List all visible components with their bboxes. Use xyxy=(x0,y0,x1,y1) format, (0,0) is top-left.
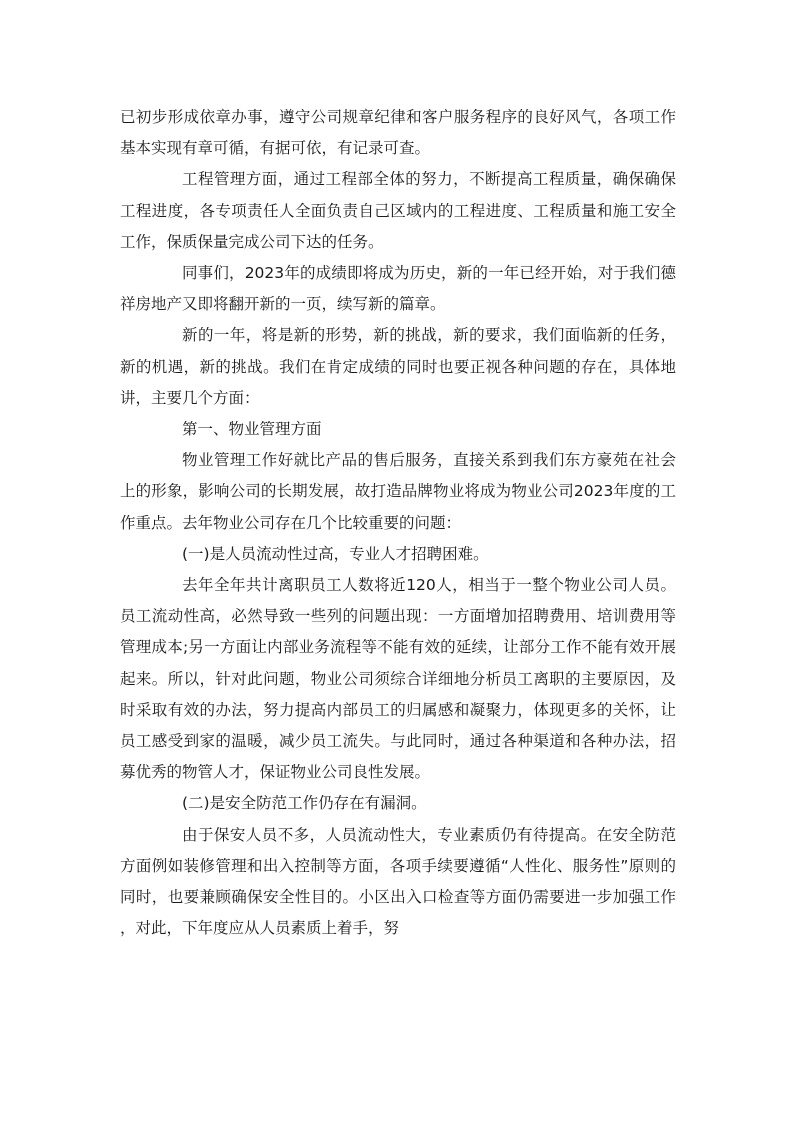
document-body xyxy=(120,102,676,944)
paragraph-security: 由于保安人员不多，人员流动性大，专业素质仍有待提高。在安全防范方面例如装修管理和出入控制等方面，各项手续要遵循“人性化、服务性”原则的同时，也要兼顾确保安全性目的。小区出入口检查等方面仍需要进一步加强工作，对此，下年度应从人员素质上着手，努 xyxy=(120,825,676,938)
paragraph-property-management-intro: 物业管理工作好就比产品的售后服务，直接关系到我们东方豪苑在社会上的形象，影响公司的长期发展，故打造品牌物业将成为物业公司2023年度的工作重点。去年物业公司存在几个比较重要的问题： xyxy=(120,451,676,532)
paragraph-new-year-challenges: 新的一年，将是新的形势，新的挑战，新的要求，我们面临新的任务，新的机遇，新的挑战。我们在肯定成绩的同时也要正视各种问题的存在，具体地讲，主要几个方面： xyxy=(120,326,676,407)
section-heading-property-management: 第一、物业管理方面 xyxy=(182,420,322,439)
issue-heading-staff-turnover: (一)是人员流动性过高，专业人才招聘困难。 xyxy=(182,544,489,563)
paragraph-engineering-management: 工程管理方面，通过工程部全体的努力，不断提高工程质量，确保确保工程进度，各专项责任人全面负责自己区域内的工程进度、工程质量和施工安全工作，保质保量完成公司下达的任务。 xyxy=(120,170,676,251)
paragraph-staff-turnover: 去年全年共计离职员工人数将近120人，相当于一整个物业公司人员。员工流动性高，必然导致一些列的问题出现：一方面增加招聘费用、培训费用等管理成本;另一方面让内部业务流程等不能有效的延续，让部分工作不能有效开展起来。所以，针对此问题，物业公司须综合详细地分析员工离职的主要原因，及时采取有效的办法，努力提高内部员工的归属感和凝聚力，体现更多的关怀，让员工感受到家的温暖，减少员工流失。与此同时，通过各种渠道和各种办法，招募优秀的物管人才，保证物业公司良性发展。 xyxy=(120,576,676,782)
paragraph-colleagues-2023: 同事们，2023年的成绩即将成为历史，新的一年已经开始，对于我们德祥房地产又即将翻开新的一页，续写新的篇章。 xyxy=(120,264,676,314)
issue-heading-security-loopholes: (二)是安全防范工作仍存在有漏洞。 xyxy=(182,794,427,813)
paragraph-continuation: 已初步形成依章办事，遵守公司规章纪律和客户服务程序的良好风气，各项工作基本实现有章可循，有据可依，有记录可查。 xyxy=(120,108,676,158)
